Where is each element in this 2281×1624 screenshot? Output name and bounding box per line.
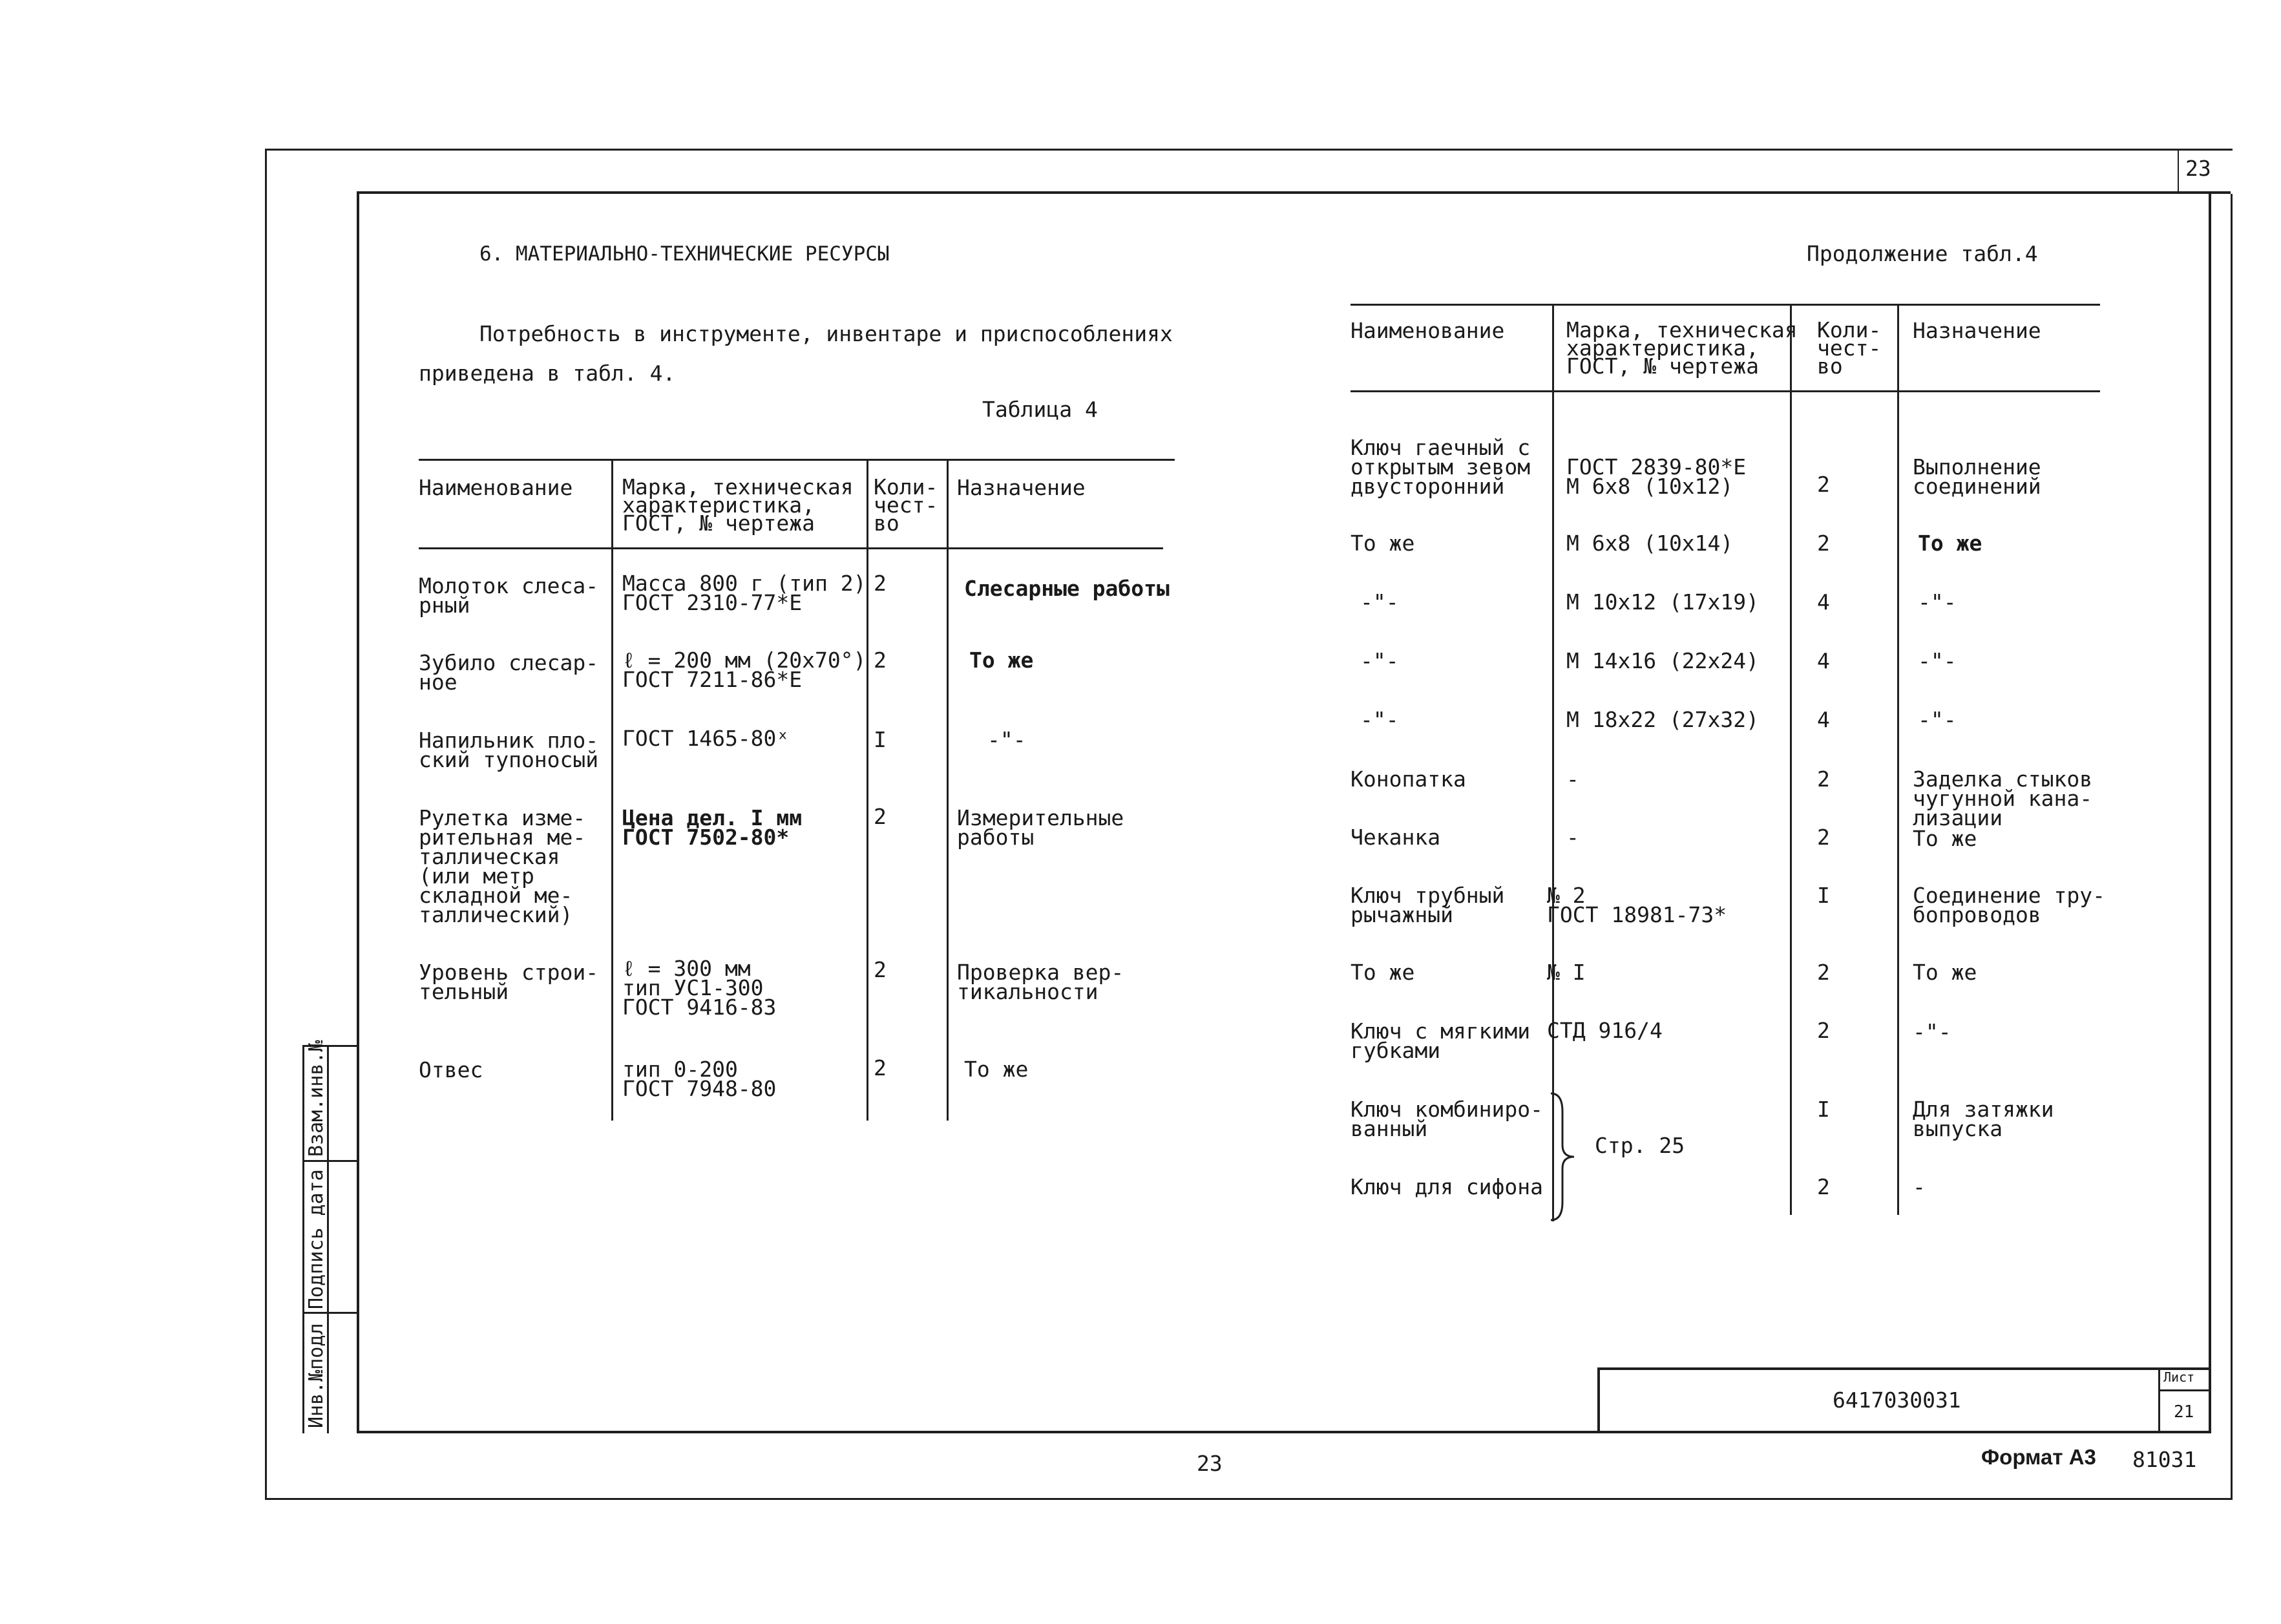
corner-box-left [2178, 149, 2179, 193]
table-right-row6-purpose: То же [1913, 826, 1977, 851]
stamp-sheet-number: 21 [2174, 1402, 2194, 1422]
table-left-row0-purpose: Слесарные работы [964, 576, 1170, 601]
table-right-row0-purpose: Выполнение соединений [1913, 454, 2041, 499]
table-right-row2-mark: М 10х12 (17х19) [1566, 589, 1760, 615]
table-right-row0-mark: ГОСТ 2839-80*Е М 6х8 (10х12) [1566, 454, 1747, 499]
table-right-header-rule [1351, 390, 2100, 392]
table-right-row10-qty: I [1817, 1097, 1830, 1122]
table-right-row7-purpose: Соединение тру- бопроводов [1913, 883, 2106, 927]
table-left-row4-name: Уровень строи- тельный [419, 960, 599, 1004]
intro-line-2: приведена в табл. 4. [419, 361, 676, 386]
table-right-row9-mark: СТД 916/4 [1547, 1018, 1663, 1043]
table-right-row0-qty: 2 [1817, 472, 1830, 497]
table-left-row5-name: Отвес [419, 1057, 483, 1082]
table-left-row0-qty: 2 [874, 571, 887, 596]
table-right-col-rule-1 [1552, 305, 1554, 1221]
table-right-row2-qty: 4 [1817, 589, 1830, 615]
format-label: Формат А3 [1981, 1445, 2096, 1469]
stamp-code: 6417030031 [1833, 1387, 1961, 1413]
table-left-row2-purpose: -"- [987, 727, 1026, 752]
table-left-row2-name: Напильник пло- ский тупоносый [419, 728, 599, 772]
table-caption: Таблица 4 [982, 397, 1098, 422]
table-right-row4-name: -"- [1360, 707, 1399, 732]
table-left-header-rule [419, 547, 1163, 549]
stamp-top [1597, 1367, 2211, 1370]
outer-frame-bottom [265, 1498, 2233, 1500]
table-left-row4-mark: ℓ = 300 мм тип УС1-300 ГОСТ 9416-83 [622, 956, 777, 1020]
corner-sheet-number: 23 [2185, 156, 2211, 181]
side-stamp-inv-orig: Инв.№подл [305, 1323, 328, 1428]
inner-frame-top [357, 191, 2231, 194]
table-right-row1-qty: 2 [1817, 531, 1830, 556]
doc-number: 81031 [2132, 1447, 2197, 1472]
table-left-row3-qty: 2 [874, 804, 887, 829]
table-right-row3-mark: М 14х16 (22х24) [1566, 648, 1760, 673]
stamp-sheet-label: Лист [2163, 1369, 2195, 1385]
table-left-row5-qty: 2 [874, 1055, 887, 1081]
table-right-row3-qty: 4 [1817, 648, 1830, 673]
side-stamp-left [302, 1045, 304, 1433]
table-right-header-mark: Марка, техническая характеристика, ГОСТ, № чертежа [1566, 317, 1798, 379]
table-right-row5-mark: - [1566, 766, 1579, 792]
table-right-row5-name: Конопатка [1351, 766, 1466, 792]
table-right-row9-name: Ключ с мягкими губками [1351, 1018, 1531, 1063]
table-right-row5-purpose: Заделка стыков чугунной кана- лизации [1913, 766, 2093, 830]
table-left-row0-mark: Масса 800 г (тип 2) ГОСТ 2310-77*Е [622, 571, 867, 615]
stamp-left [1597, 1367, 1600, 1432]
table-right-header-qty: Коли- чест- во [1817, 317, 1882, 379]
table-right-row7-name: Ключ трубный рычажный [1351, 883, 1505, 927]
table-right-row8-qty: 2 [1817, 960, 1830, 985]
table-left-col-rule-1 [611, 460, 613, 1121]
table-right-row4-mark: М 18х22 (27х32) [1566, 707, 1760, 732]
table-right-row10-purpose: Для затяжки выпуска [1913, 1097, 2054, 1141]
table-right-row5-qty: 2 [1817, 766, 1830, 792]
side-stamp-div2 [302, 1312, 359, 1314]
stamp-sheet-divider [2158, 1367, 2160, 1432]
table-left-row3-name: Рулетка изме- рительная ме- таллическая (или метр складной ме- таллический) [419, 805, 586, 927]
table-right-row7-qty: I [1817, 883, 1830, 908]
table-left-header-name: Наименование [419, 475, 573, 500]
side-stamp-sign-date: Подпись дата [305, 1169, 328, 1309]
inner-frame-bottom [357, 1431, 2211, 1433]
table-right-row8-purpose: То же [1913, 960, 1977, 985]
table-right-row10-name: Ключ комбиниро- ванный [1351, 1097, 1544, 1141]
table-left-header-mark: Марка, техническая характеристика, ГОСТ, № чертежа [622, 474, 854, 536]
table-left-header-qty: Коли- чест- во [874, 474, 938, 536]
table-right-row8-mark: № I [1547, 960, 1586, 985]
table-right-row0-name: Ключ гаечный с открытым зевом двусторонний [1351, 435, 1531, 499]
page-number: 23 [1197, 1451, 1223, 1476]
table-right-row7-mark: № 2 ГОСТ 18981-73* [1547, 883, 1727, 927]
outer-frame-left [265, 149, 267, 1499]
table-left-top-rule [419, 459, 1175, 461]
table-right-row8-name: То же [1351, 960, 1415, 985]
table-left-row3-mark: Цена дел. I мм ГОСТ 7502-80* [622, 805, 803, 850]
brace-reference: Стр. 25 [1595, 1133, 1685, 1158]
side-stamp-div1 [302, 1160, 359, 1162]
intro-line-1: Потребность в инструменте, инвентаре и приспособлениях [479, 321, 1173, 346]
table-right-top-rule [1351, 304, 2100, 306]
stamp-sheet-label-rule [2158, 1389, 2210, 1391]
outer-frame-top [265, 149, 2233, 151]
outer-frame-right [2231, 194, 2233, 1500]
table-left-col-rule-2 [867, 460, 868, 1121]
table-right-row4-qty: 4 [1817, 707, 1830, 732]
table-right-row11-qty: 2 [1817, 1174, 1830, 1199]
table-left-row1-purpose: То же [969, 648, 1034, 673]
table-left-row2-mark: ГОСТ 1465-80ˣ [622, 726, 790, 751]
section-title: 6. МАТЕРИАЛЬНО-ТЕХНИЧЕСКИЕ РЕСУРСЫ [479, 242, 890, 266]
table-left-header-purpose: Назначение [957, 475, 1086, 500]
curly-brace [1548, 1092, 1578, 1221]
table-right-row4-purpose: -"- [1918, 707, 1957, 732]
table-right-row11-purpose: - [1913, 1174, 1926, 1199]
continuation-caption: Продолжение табл.4 [1807, 241, 2038, 266]
table-right-row1-mark: М 6х8 (10х14) [1566, 531, 1734, 556]
table-left-row4-qty: 2 [874, 957, 887, 982]
table-right-row6-name: Чеканка [1351, 825, 1441, 850]
table-right-row2-name: -"- [1360, 589, 1399, 615]
table-right-row9-purpose: -"- [1913, 1019, 1951, 1044]
table-right-row3-name: -"- [1360, 648, 1399, 673]
table-right-row1-purpose: То же [1918, 531, 1982, 556]
table-right-row11-name: Ключ для сифона [1351, 1174, 1544, 1199]
table-left-row2-qty: I [874, 727, 887, 752]
table-right-row1-name: То же [1351, 531, 1415, 556]
inner-frame-left [357, 191, 359, 1433]
table-right-row6-qty: 2 [1817, 825, 1830, 850]
table-left-col-rule-3 [947, 460, 949, 1121]
table-left-row5-mark: тип 0-200 ГОСТ 7948-80 [622, 1057, 777, 1101]
table-left-row3-purpose: Измерительные работы [957, 805, 1124, 850]
table-right-row3-purpose: -"- [1918, 648, 1957, 673]
table-left-row5-purpose: То же [964, 1057, 1029, 1082]
table-left-row0-name: Молоток слеса- рный [419, 573, 599, 618]
table-right-col-rule-3 [1897, 305, 1899, 1215]
table-right-header-purpose: Назначение [1913, 318, 2041, 343]
table-left-row4-purpose: Проверка вер- тикальности [957, 960, 1124, 1004]
table-left-row1-qty: 2 [874, 648, 887, 673]
inner-frame-right [2209, 191, 2211, 1433]
table-right-col-rule-2 [1790, 305, 1792, 1215]
side-stamp-inv-replace: Взам.инв.№ [305, 1040, 328, 1157]
table-right-header-name: Наименование [1351, 318, 1505, 343]
table-left-row1-mark: ℓ = 200 мм (20х70°) ГОСТ 7211-86*Е [622, 648, 867, 692]
table-right-row6-mark: - [1566, 825, 1579, 850]
table-left-row1-name: Зубило слесар- ное [419, 650, 599, 695]
table-right-row9-qty: 2 [1817, 1018, 1830, 1043]
table-right-row2-purpose: -"- [1918, 589, 1957, 615]
